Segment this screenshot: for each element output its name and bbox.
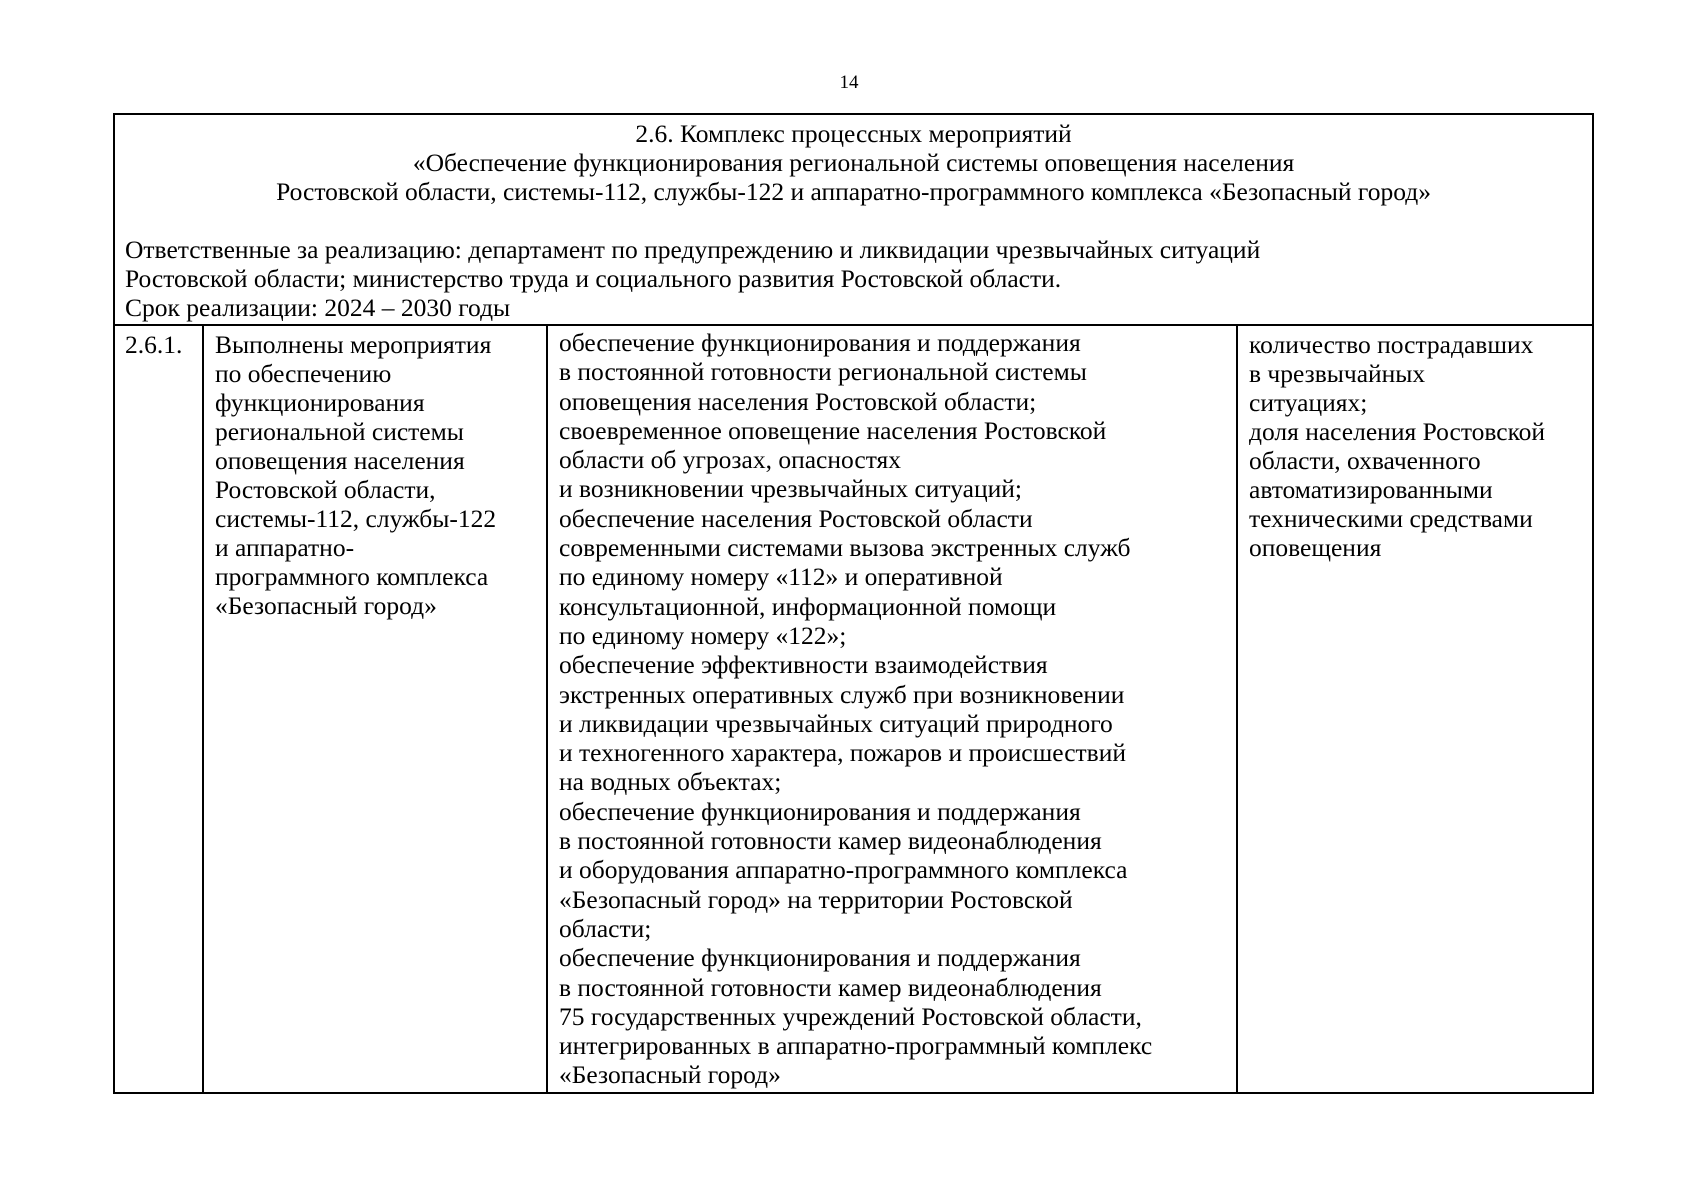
row-task-line: и возникновении чрезвычайных ситуаций; [559,474,1022,504]
implementation-period: Срок реализации: 2024 – 2030 годы [125,293,511,322]
section-header-cell [114,114,1593,325]
row-task-line: консультационной, информационной помощи [559,591,1057,621]
row-result-line: техническими средствами [1249,504,1533,533]
row-tasks-cell [547,325,1237,1093]
row-task-line: оповещения населения Ростовской области; [559,386,1037,416]
page-number: 14 [839,72,859,93]
row-task-line: обеспечение функционирования и поддержания [559,943,1081,973]
row-name-line: оповещения населения [215,446,465,475]
section-meta [125,235,1582,322]
row-task-line: в постоянной готовности региональной системы [559,357,1087,387]
row-result-line: ситуациях; [1249,388,1368,417]
row-task-line: 75 государственных учреждений Ростовской области, [559,1001,1142,1031]
row-number: 2.6.1. [125,330,183,359]
row-name-line: Выполнены мероприятия [215,330,492,359]
section-title-line: 2.6. Комплекс процессных мероприятий [635,119,1072,148]
row-task-line: на водных объектах; [559,767,782,797]
responsible-line: Ростовской области; министерство труда и социального развития Ростовской области. [125,264,1062,293]
row-number-cell [114,325,203,1093]
row-name-line: Ростовской области, [215,475,436,504]
row-task-line: обеспечение функционирования и поддержания [559,328,1081,357]
row-task-line: и ликвидации чрезвычайных ситуаций природного [559,708,1113,738]
row-name-line: региональной системы [215,417,464,446]
row-name-line: функционирования [215,388,425,417]
row-result-line: автоматизированными [1249,475,1493,504]
section-title-line: «Обеспечение функционирования региональной системы оповещения населения [412,148,1295,177]
section-title [125,119,1582,206]
measures-table [113,113,1594,1094]
row-result-line: в чрезвычайных [1249,359,1426,388]
row-task-line: «Безопасный город» [559,1060,781,1090]
row-task-line: по единому номеру «122»; [559,620,847,650]
section-title-line: Ростовской области, системы-112, службы-122 и аппаратно-программного комплекса «Безопасный город» [276,177,1431,206]
row-task-line: области об угрозах, опасностях [559,445,901,475]
row-task-line: обеспечение эффективности взаимодействия [559,650,1048,680]
row-result-line: количество пострадавших [1249,330,1534,359]
row-task-line: в постоянной готовности камер видеонаблюдения [559,826,1102,856]
row-name-line: и аппаратно- [215,533,355,562]
row-task-line: своевременное оповещение населения Ростовской [559,415,1107,445]
row-task-line: обеспечение населения Ростовской области [559,503,1033,533]
row-task-line: интегрированных в аппаратно-программный комплекс [559,1031,1153,1061]
row-name-line: программного комплекса [215,562,489,591]
row-result-line: оповещения [1249,533,1382,562]
row-name-line: системы-112, службы-122 [215,504,497,533]
row-task-line: современными системами вызова экстренных служб [559,533,1131,563]
row-task-line: и техногенного характера, пожаров и происшествий [559,738,1126,768]
table-row [114,325,1593,1093]
section-header-row [114,114,1593,325]
row-result-line: доля населения Ростовской [1249,417,1546,446]
row-task-line: в постоянной готовности камер видеонаблюдения [559,972,1102,1002]
row-task-line: «Безопасный город» на территории Ростовской [559,884,1073,914]
row-result-cell [1237,325,1593,1093]
row-task-line: области; [559,913,652,943]
responsible-line: Ответственные за реализацию: департамент по предупреждению и ликвидации чрезвычайных ситуаций [125,235,1261,264]
row-task-line: экстренных оперативных служб при возникновении [559,679,1125,709]
row-name-line: «Безопасный город» [215,591,437,620]
row-name-cell [203,325,547,1093]
row-result-line: области, охваченного [1249,446,1481,475]
row-task-line: и оборудования аппаратно-программного комплекса [559,855,1128,885]
row-name-line: по обеспечению [215,359,392,388]
row-task-line: по единому номеру «112» и оперативной [559,562,1003,592]
row-task-line: обеспечение функционирования и поддержания [559,796,1081,826]
